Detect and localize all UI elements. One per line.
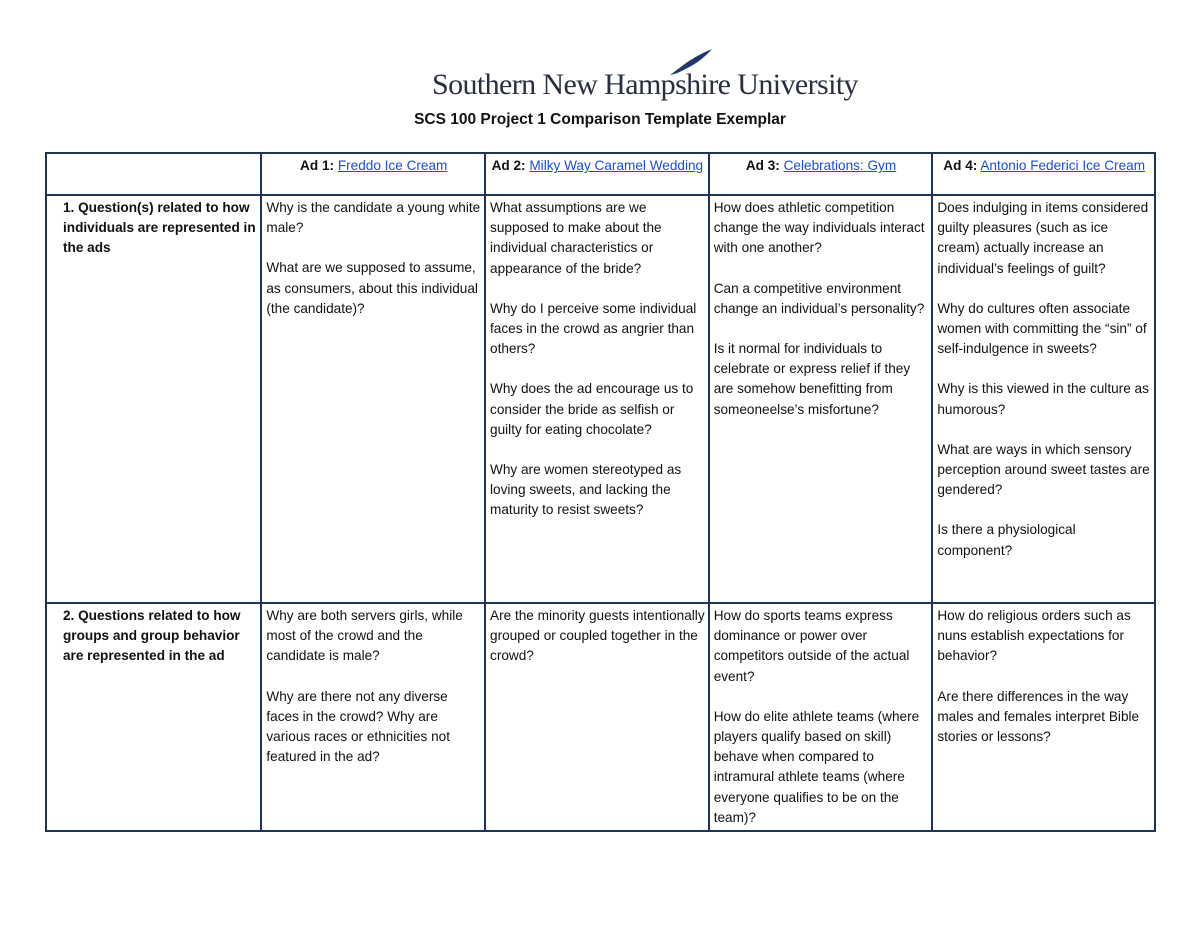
table-cell — [261, 195, 485, 603]
question-text: Is it normal for individuals to celebrate or express relief if they are somehow benefitting from someoneelse’s misfortune? — [713, 341, 911, 417]
question-text: Is there a physiological component? — [937, 522, 1076, 558]
question-text: What are ways in which sensory perception around sweet tastes are gendered? — [937, 441, 1150, 498]
table-row-individuals — [46, 195, 1155, 603]
ad1-link[interactable]: Freddo Ice Cream — [337, 158, 448, 173]
row-label: 1. Question(s) related to how individuals are represented in the ads — [46, 195, 261, 603]
question-text: Why are there not any diverse faces in the crowd? Why are various races or ethnicities not featured in the ad? — [266, 688, 450, 765]
ad-prefix: Ad 1: — [300, 158, 335, 173]
table-cell — [932, 195, 1155, 603]
table-cell — [485, 603, 709, 831]
question-text: Why do cultures often associate women with committing the “sin” of self-indulgence in sweets? — [937, 300, 1147, 357]
university-logo — [432, 48, 858, 106]
question-text: Can a competitive environment change an individual’s personality? — [713, 280, 925, 316]
ad2-link[interactable]: Milky Way Caramel Wedding — [529, 158, 704, 173]
table-header-row — [46, 153, 1155, 195]
ad-prefix: Ad 3: — [745, 158, 780, 173]
question-text: Why are both servers girls, while most of the crowd and the candidate is male? — [266, 608, 463, 664]
ad-prefix: Ad 2: — [491, 158, 526, 173]
row-label: 2. Questions related to how groups and group behavior are represented in the ad — [46, 603, 261, 831]
question-text: How do religious orders such as nuns establish expectations for behavior? — [937, 608, 1131, 664]
table-cell — [485, 195, 709, 603]
question-text: Are there differences in the way males and females interpret Bible stories or lessons? — [937, 688, 1140, 745]
header-cell-empty — [46, 153, 261, 195]
ad3-link[interactable]: Celebrations: Gym — [783, 158, 897, 173]
question-text: Why is the candidate a young white male? — [266, 200, 481, 236]
header-cell-ad2 — [485, 153, 709, 195]
table-cell — [261, 603, 485, 831]
table-cell — [709, 603, 933, 831]
question-text: Why do I perceive some individual faces in the crowd as angrier than others? — [490, 300, 697, 357]
header-cell-ad1 — [261, 153, 485, 195]
ad4-link[interactable]: Antonio Federici Ice Cream — [980, 158, 1146, 173]
question-text: What assumptions are we supposed to make about the individual characteristics or appearance of the bride? — [490, 200, 662, 276]
table-row-groups — [46, 603, 1155, 831]
question-text: How does athletic competition change the way individuals interact with one another? — [713, 200, 925, 256]
question-text: Why are women stereotyped as loving sweets, and lacking the maturity to resist sweets? — [490, 462, 682, 518]
question-text: Why does the ad encourage us to consider the bride as selfish or guilty for eating chocolate? — [490, 381, 694, 437]
header-cell-ad3 — [709, 153, 933, 195]
table-cell — [709, 195, 933, 603]
question-text: Are the minority guests intentionally grouped or coupled together in the crowd? — [490, 608, 705, 664]
question-text: What are we supposed to assume, as consumers, about this individual (the candidate)? — [266, 260, 478, 316]
ad-prefix: Ad 4: — [943, 158, 978, 173]
question-text: Does indulging in items considered guilty pleasures (such as ice cream) actually increase an individual’s feelings of guilt? — [937, 200, 1149, 276]
comparison-table — [45, 152, 1156, 832]
university-name: Southern New Hampshire University — [432, 68, 858, 101]
question-text: How do elite athlete teams (where players qualify based on skill) behave when compared to intramural athlete teams (where everyone qualifies to be on the team)? — [713, 708, 920, 825]
question-text: Why is this viewed in the culture as humorous? — [937, 381, 1149, 417]
question-text: How do sports teams express dominance or power over competitors outside of the actual event? — [713, 608, 910, 684]
document-title: SCS 100 Project 1 Comparison Template Exemplar — [414, 111, 786, 128]
table-cell — [932, 603, 1155, 831]
header-cell-ad4 — [932, 153, 1155, 195]
